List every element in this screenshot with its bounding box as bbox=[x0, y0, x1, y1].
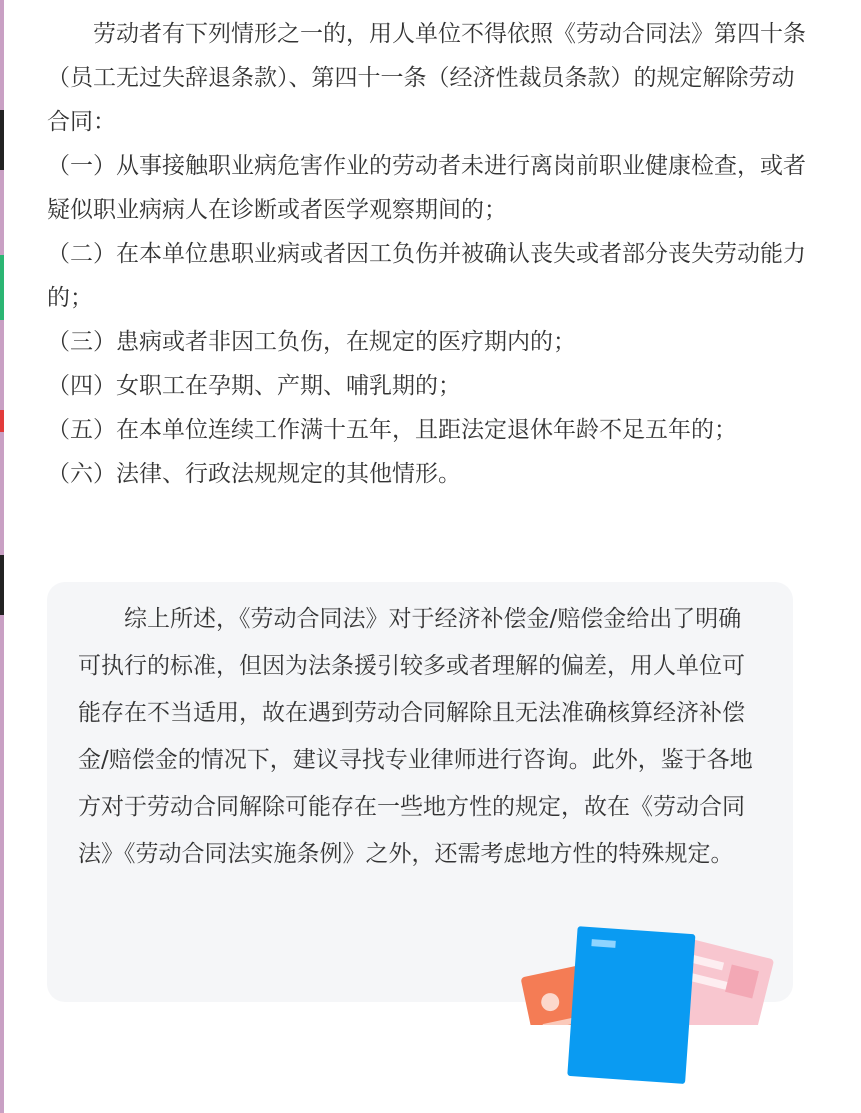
blue-doc-icon bbox=[567, 926, 695, 1084]
list-item: （一）从事接触职业病危害作业的劳动者未进行离岗前职业健康检查，或者疑似职业病病人在诊断或者医学观察期间的； bbox=[47, 153, 806, 223]
article-intro: 劳动者有下列情形之一的，用人单位不得依照《劳动合同法》第四十条（员工无过失辞退条款）、第四十一条（经济性裁员条款）的规定解除劳动合同： bbox=[47, 21, 806, 135]
list-item: （六）法律、行政法规规定的其他情形。 bbox=[47, 461, 461, 487]
edge-strip-green bbox=[0, 255, 4, 320]
edge-strip-dark bbox=[0, 110, 4, 170]
list-item: （五）在本单位连续工作满十五年，且距法定退休年龄不足五年的； bbox=[47, 417, 737, 443]
list-item: （二）在本单位患职业病或者因工负伤并被确认丧失或者部分丧失劳动能力的； bbox=[47, 241, 806, 311]
summary-text: 综上所述，《劳动合同法》对于经济补偿金/赔偿金给出了明确可执行的标准，但因为法条援引较多或者理解的偏差，用人单位可能存在不当适用，故在遇到劳动合同解除且无法准确核算经济补偿金/赔偿金的情况下，建议寻找专业律师进行咨询。此外，鉴于各地方对于劳动合同解除可能存在一些地方性的规定，故在《劳动合同法》《劳动合同法实施条例》之外，还需考虑地方性的特殊规定。 bbox=[78, 606, 753, 867]
edge-strip-red bbox=[0, 410, 4, 432]
list-item: （四）女职工在孕期、产期、哺乳期的； bbox=[47, 373, 461, 399]
document-stack-icon bbox=[520, 920, 780, 1095]
edge-strip-dark bbox=[0, 555, 4, 615]
list-item: （三）患病或者非因工负伤，在规定的医疗期内的； bbox=[47, 329, 576, 355]
article-body bbox=[47, 12, 807, 496]
